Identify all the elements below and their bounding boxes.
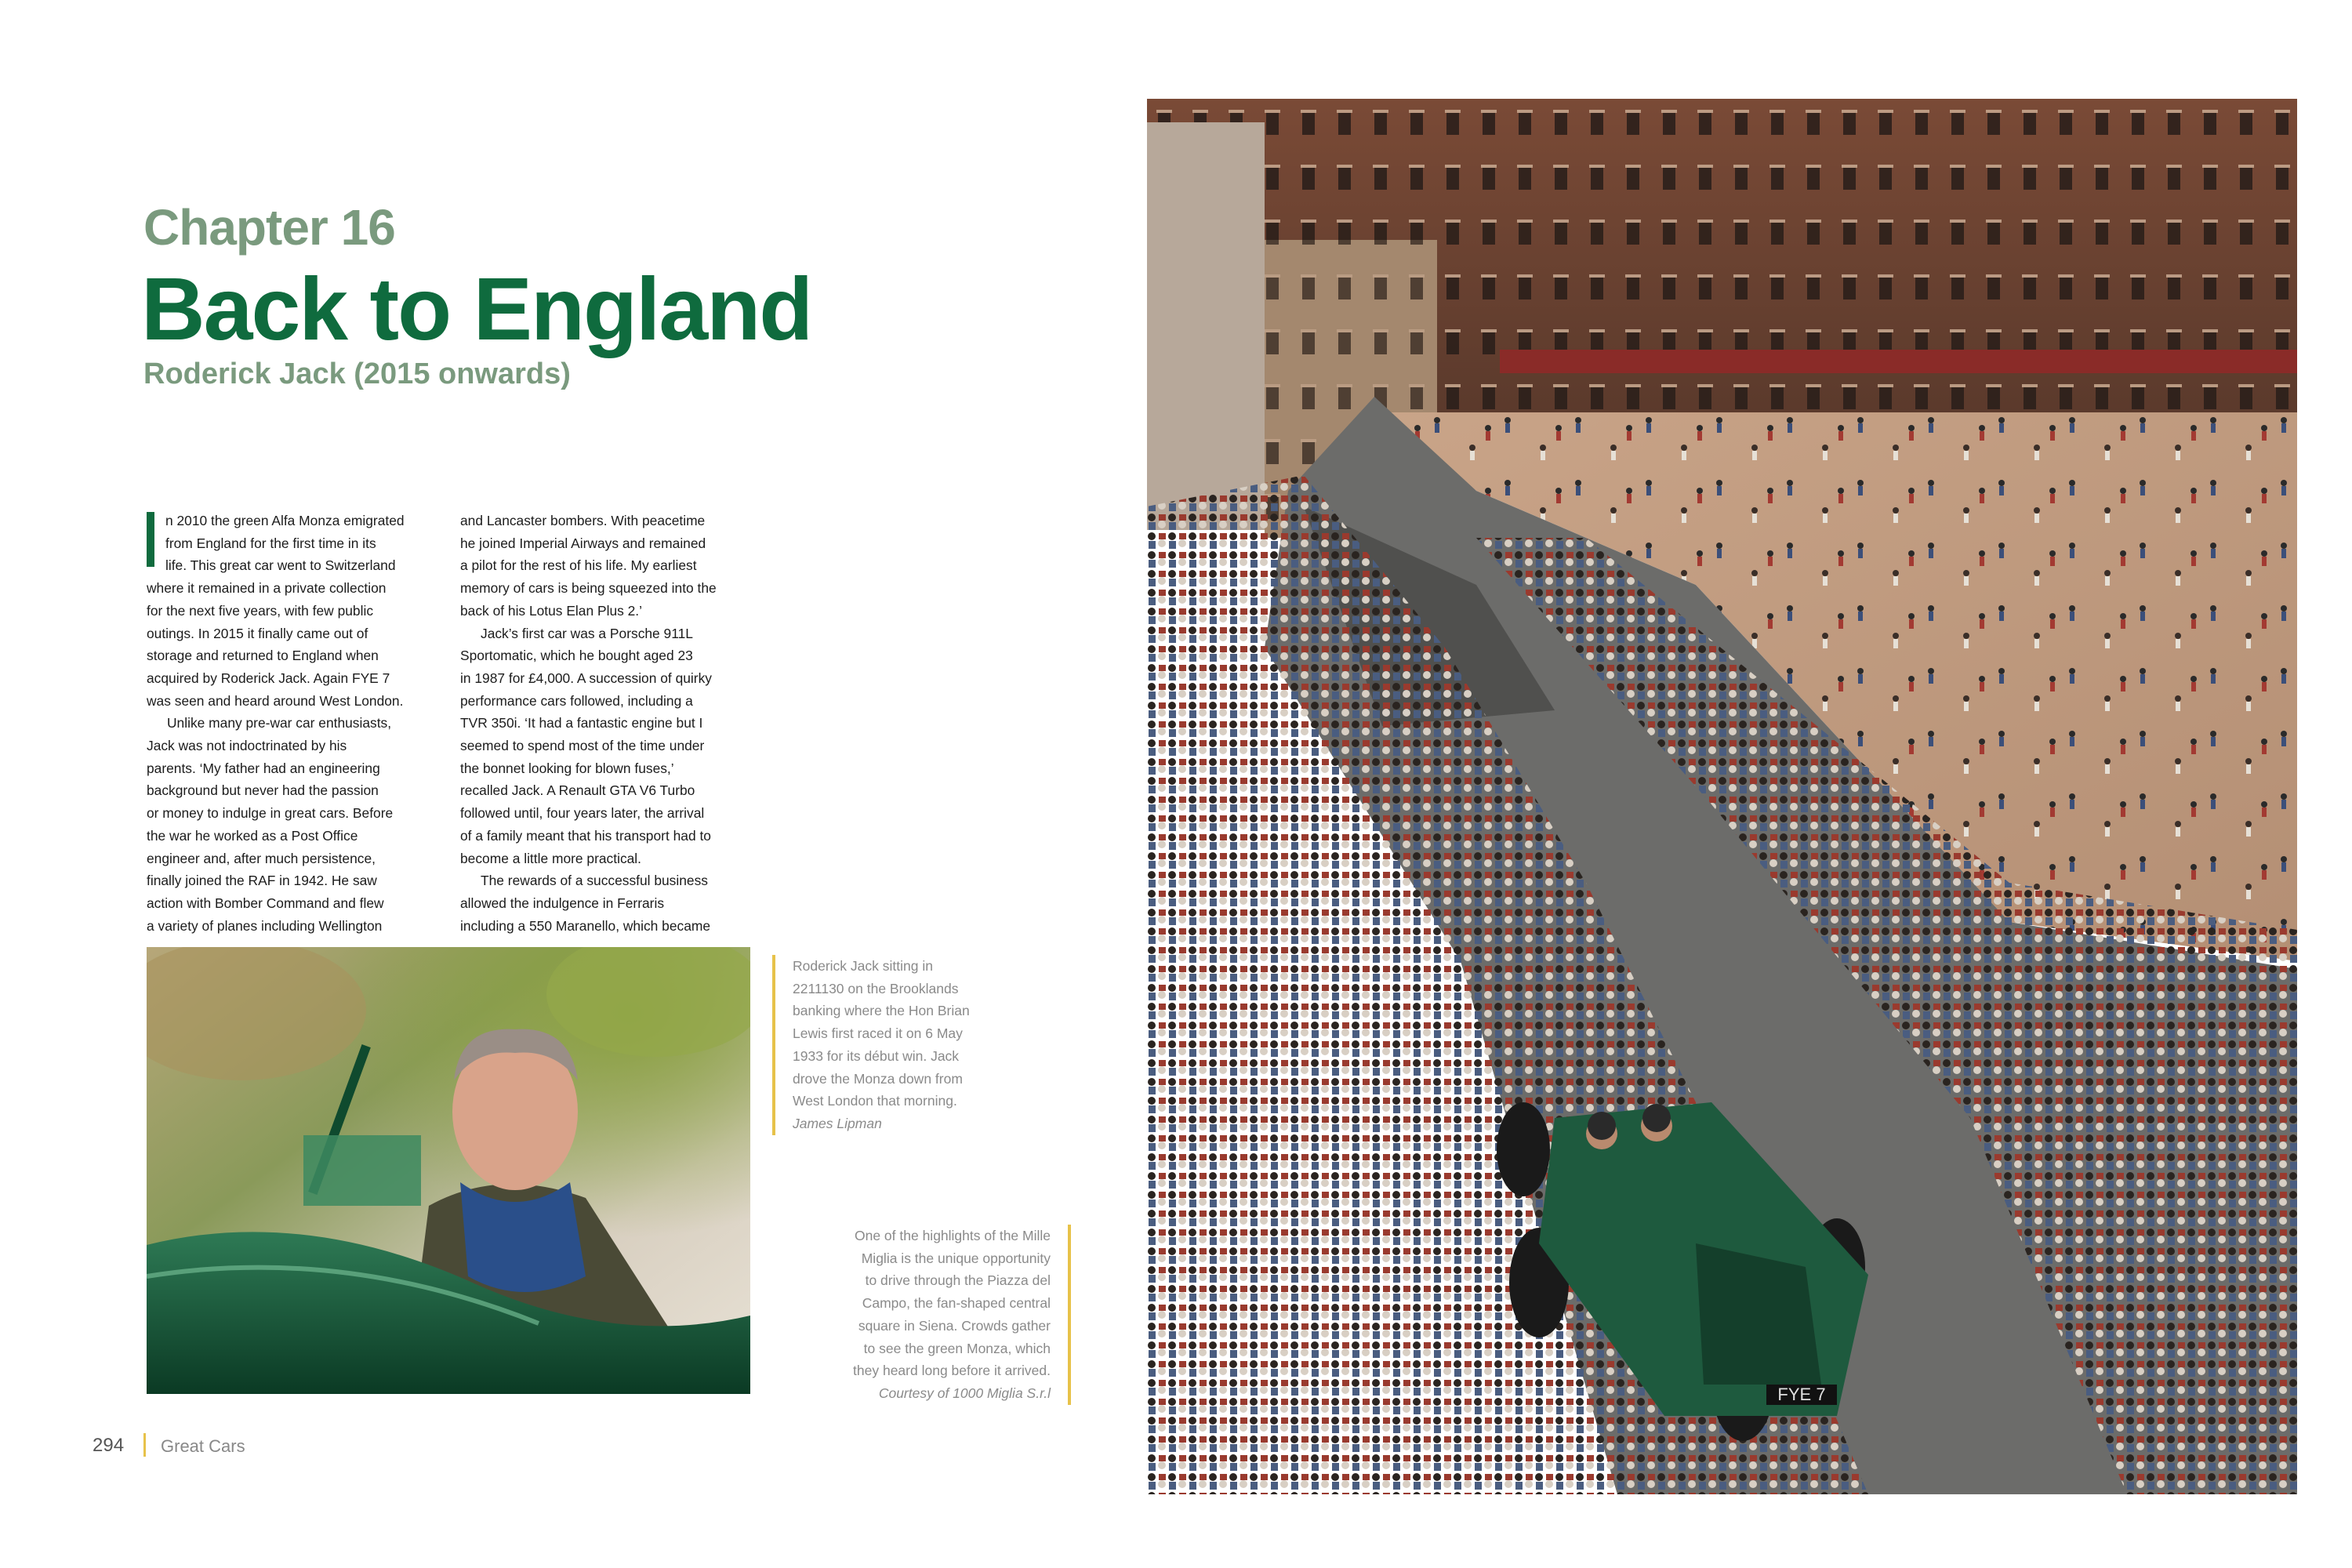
body-line: outings. In 2015 it finally came out of [147,625,368,641]
caption-line: square in Siena. Crowds gather [858,1317,1051,1334]
body-column-left [147,510,437,937]
body-line: the bonnet looking for blown fuses,’ [460,760,674,776]
footer-divider [143,1433,146,1457]
piazza-photo [1147,99,2297,1494]
body-line: TVR 350i. ‘It had a fantastic engine but I [460,715,703,731]
chapter-title: Back to England [141,260,812,358]
body-line: parents. ‘My father had an engineering [147,760,380,776]
caption-line: Lewis first raced it on 6 May [793,1025,963,1042]
body-line: engineer and, after much persistence, [147,850,376,866]
body-line: the war he worked as a Post Office [147,827,358,844]
number-plate: FYE 7 [1777,1385,1826,1404]
running-title: Great Cars [161,1436,245,1456]
body-line: Sportomatic, which he bought aged 23 [460,648,693,664]
body-line: from England for the first time in its [165,535,376,551]
body-line: background but never had the passion [147,782,379,799]
caption-line: Miglia is the unique opportunity [861,1250,1051,1266]
body-line: a variety of planes including Wellington [147,917,383,934]
body-line: become a little more practical. [460,850,642,866]
body-line: The rewards of a successful business [481,873,708,889]
body-line: action with Bomber Command and flew [147,895,384,911]
piazza-caption [808,1225,1071,1405]
body-line: he joined Imperial Airways and remained [460,535,706,551]
caption-line: Roderick Jack sitting in [793,958,933,974]
caption-line: banking where the Hon Brian [793,1003,970,1019]
chapter-subtitle: Roderick Jack (2015 onwards) [143,358,571,390]
body-line: allowed the indulgence in Ferraris [460,895,665,911]
body-line: seemed to spend most of the time under [460,738,705,754]
body-line: life. This great car went to Switzerland [165,557,396,574]
caption-line: One of the highlights of the Mille [854,1228,1051,1243]
body-line: and Lancaster bombers. With peacetime [460,513,706,528]
body-line: finally joined the RAF in 1942. He saw [147,873,377,889]
body-line: or money to indulge in great cars. Before [147,805,394,822]
caption-line: 1933 for its début win. Jack [793,1047,960,1064]
caption-line: 2211130 on the Brooklands [793,980,959,996]
body-line: n 2010 the green Alfa Monza emigrated [165,513,405,528]
body-line: where it remained in a private collection [147,580,387,597]
caption-line: to drive through the Piazza del [865,1272,1051,1289]
caption-line: West London that morning. [793,1093,957,1109]
body-line: Jack’s first car was a Porsche 911L [481,625,693,641]
body-line: including a 550 Maranello, which became [460,917,711,934]
caption-line: to see the green Monza, which [863,1340,1051,1356]
body-line: back of his Lotus Elan Plus 2.’ [460,602,643,619]
body-line: Jack was not indoctrinated by his [147,738,347,754]
body-line: performance cars followed, including a [460,692,693,709]
body-line: of a family meant that his transport had to [460,827,711,844]
page-number: 294 [93,1435,125,1456]
body-line: in 1987 for £4,000. A succession of quirky [460,670,712,686]
portrait-photo [147,947,750,1394]
caption-line: drove the Monza down from [793,1070,963,1087]
body-line: acquired by Roderick Jack. Again FYE 7 [147,670,390,686]
body-line: was seen and heard around West London. [147,692,404,709]
body-line: a pilot for the rest of his life. My earliest [460,557,697,574]
photo-credit: James Lipman [793,1115,882,1131]
caption-line: Campo, the fan-shaped central [862,1295,1051,1312]
body-line: Unlike many pre-war car enthusiasts, [167,715,392,731]
body-line: memory of cars is being squeezed into the [460,580,717,597]
caption-line: they heard long before it arrived. [853,1363,1051,1379]
chapter-label: Chapter 16 [143,199,395,256]
body-line: followed until, four years later, the arrival [460,805,705,822]
body-line: recalled Jack. A Renault GTA V6 Turbo [460,782,695,799]
body-line: storage and returned to England when [147,648,379,664]
portrait-caption [772,955,996,1135]
body-column-right [460,510,758,937]
photo-credit: Courtesy of 1000 Miglia S.r.l [878,1385,1051,1401]
body-line: for the next five years, with few public [147,602,374,619]
